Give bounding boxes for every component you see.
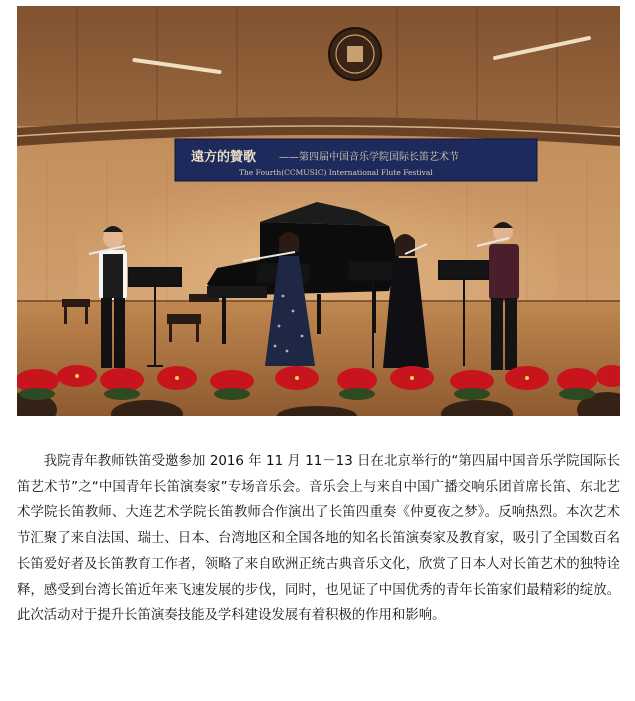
banner-english: The Fourth(CCMUSIC) International Flute Festival	[239, 168, 433, 177]
emblem-icon	[329, 28, 381, 80]
festival-banner	[175, 139, 537, 181]
banner-title: 遠方的贊歌	[191, 150, 257, 165]
banner-subtitle: ——第四届中国音乐学院国际长笛艺术节	[279, 152, 459, 163]
article-body	[17, 449, 620, 629]
concert-photo	[17, 6, 620, 416]
concert-photo-illustration	[17, 6, 620, 416]
article-paragraph: 我院青年教师铁笛受邀参加 2016 年 11 月 11－13 日在北京举行的“第四届中国音乐学院国际长笛艺术节”之“中国青年长笛演奏家”专场音乐会。音乐会上与来自中国广播交响乐团首席长笛、东北艺术学院长笛教师、大连艺术学院长笛教师合作演出了长笛四重奏《仲夏夜之梦》。反响热烈。本次艺术节汇聚了来自法国、瑞士、日本、台湾地区和全国各地的知名长笛演奏家及教育家，吸引了全国数百名长笛爱好者及长笛教育工作者，领略了来自欧洲正统古典音乐文化，欣赏了日本人对长笛艺术的独特诠释，感受到台湾长笛近年来飞速发展的步伐，同时，也见证了中国优秀的青年长笛家们最精彩的绽放。此次活动对于提升长笛演奏技能及学科建设发展有着积极的作用和影响。	[17, 454, 620, 624]
